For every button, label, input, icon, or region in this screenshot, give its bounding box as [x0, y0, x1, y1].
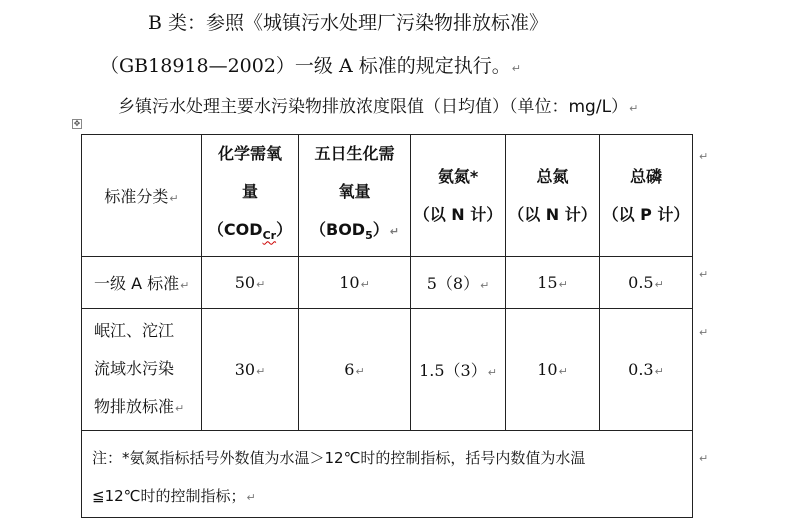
header-cod-line-3: $(COD_{Cr})$	[207, 220, 293, 243]
heading-line-1	[148, 8, 548, 35]
table-note-row	[82, 431, 693, 518]
table-move-handle-icon[interactable]: ✥	[73, 119, 81, 128]
header-tp-line-2: （以 P 计）	[602, 204, 690, 224]
paragraph-mark: ↵	[629, 102, 639, 115]
header-bod-line-1: 五日生化需	[314, 144, 395, 164]
header-bod-line-3: $(BOD_5)↵$	[310, 220, 399, 243]
header-ammonia-line-1: 氨氮*	[437, 166, 479, 186]
header-bod	[299, 135, 411, 257]
header-category: 标准分类↵	[82, 135, 202, 257]
note-line-1: 注：*氨氮指标括号外数值为水温＞12℃时的控制指标，括号内数值为水温	[92, 449, 586, 467]
header-tn-line-1: 总氮	[536, 166, 569, 186]
row-end-mark: ↵	[699, 150, 709, 163]
header-cod-line-2: 量	[241, 182, 258, 202]
cell-bod: 10↵	[299, 257, 411, 309]
paragraph-mark: ↵	[511, 62, 521, 75]
heading-line-2-text: （GB18918—2002）一级 A 标准的规定执行。	[100, 55, 511, 77]
header-cod-line-1: 化学需氧	[217, 144, 282, 164]
table-caption	[118, 92, 638, 117]
row-end-mark: ↵	[699, 268, 709, 281]
header-bod-line-2: 氧量	[338, 182, 371, 202]
row-category: 岷江、沱江 流域水污染 物排放标准↵	[82, 309, 202, 431]
cell-total-phosphorus: 0.3↵	[600, 309, 693, 431]
cell-ammonia: 5（8）↵	[411, 257, 506, 309]
cell-bod: 6↵	[299, 309, 411, 431]
row-end-mark: ↵	[699, 452, 709, 465]
header-total-phosphorus	[600, 135, 693, 257]
table-row	[82, 309, 693, 431]
cell-total-nitrogen: 15↵	[506, 257, 600, 309]
table-note	[82, 431, 693, 518]
row-end-mark: ↵	[699, 326, 709, 339]
cell-ammonia: 1.5（3）↵	[411, 309, 506, 431]
header-total-nitrogen	[506, 135, 600, 257]
table-caption-text: 乡镇污水处理主要水污染物排放浓度限值（日均值）（单位：mg/L）	[118, 97, 629, 117]
table-header-row	[82, 135, 693, 257]
row-category: 一级 A 标准↵	[82, 257, 202, 309]
header-cod	[202, 135, 299, 257]
header-tn-line-2: （以 N 计）	[508, 204, 597, 224]
header-ammonia	[411, 135, 506, 257]
header-tp-line-1: 总磷	[629, 166, 662, 186]
header-ammonia-line-2: （以 N 计）	[413, 204, 503, 224]
cell-total-phosphorus: 0.5↵	[600, 257, 693, 309]
discharge-limits-table	[81, 134, 693, 518]
cell-cod: 50↵	[202, 257, 299, 309]
heading-line-2	[100, 51, 521, 78]
note-line-2: ≦12℃时的控制指标；↵	[92, 487, 256, 505]
heading-line-1-text: B 类：参照《城镇污水处理厂污染物排放标准》	[148, 12, 549, 34]
cell-cod: 30↵	[202, 309, 299, 431]
table-row	[82, 257, 693, 309]
cell-total-nitrogen: 10↵	[506, 309, 600, 431]
